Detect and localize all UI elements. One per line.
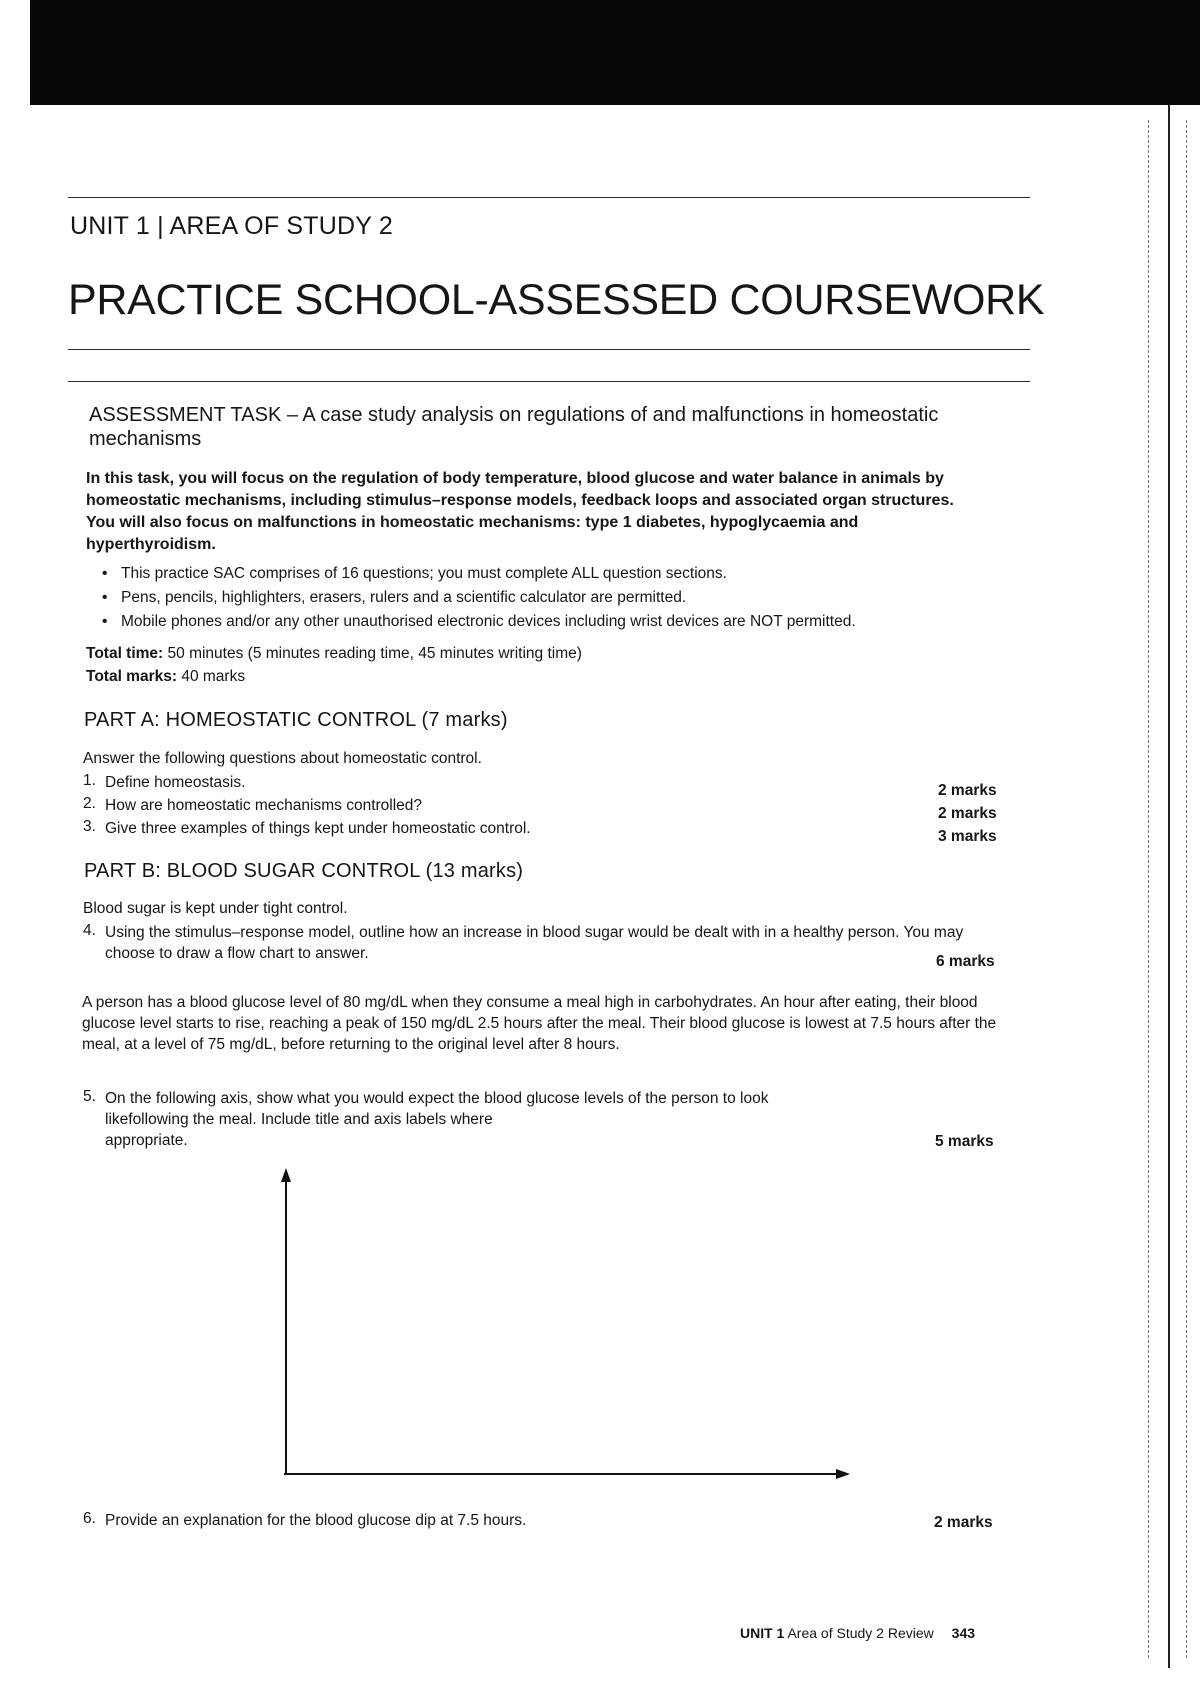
page-edge-line bbox=[1186, 120, 1187, 1658]
question-number: 5. bbox=[83, 1088, 96, 1105]
question-text: Give three examples of things kept under homeostatic control. bbox=[105, 820, 531, 837]
x-axis-arrowhead bbox=[836, 1469, 850, 1479]
page-edge-line bbox=[1168, 105, 1170, 1668]
question-number: 3. bbox=[83, 818, 96, 835]
question-text: appropriate. bbox=[105, 1132, 188, 1149]
footer-section: Area of Study 2 Review bbox=[787, 1625, 934, 1641]
question-text: On the following axis, show what you would expect the blood glucose levels of the person to look bbox=[105, 1090, 769, 1107]
question-5-marks: 5 marks bbox=[935, 1133, 994, 1150]
question-3-marks: 3 marks bbox=[938, 828, 997, 845]
question-text: Provide an explanation for the blood glucose dip at 7.5 hours. bbox=[105, 1512, 527, 1529]
answer-axes bbox=[270, 1168, 870, 1498]
section-rule bbox=[68, 381, 1030, 382]
question-number: 4. bbox=[83, 922, 96, 939]
page-edge-line bbox=[1148, 120, 1149, 1658]
question-1-marks: 2 marks bbox=[938, 782, 997, 799]
total-time bbox=[86, 645, 582, 663]
total-time-value: 50 minutes (5 minutes reading time, 45 minutes writing time) bbox=[167, 645, 582, 662]
task-heading: ASSESSMENT TASK – A case study analysis on regulations of and malfunctions in homeostatic mechanisms bbox=[89, 404, 939, 450]
task-rules-list bbox=[100, 562, 1000, 634]
question-number: 1. bbox=[83, 772, 96, 789]
page-number: 343 bbox=[951, 1625, 976, 1641]
question-text: Using the stimulus–response model, outline how an increase in blood sugar would be dealt with in a healthy person. You may choose to draw a flow chart to answer. bbox=[105, 924, 964, 962]
question-6-marks: 2 marks bbox=[934, 1514, 993, 1531]
total-marks-value: 40 marks bbox=[181, 668, 246, 685]
total-marks-label: Total marks: bbox=[86, 668, 178, 685]
list-item: • Pens, pencils, highlighters, erasers, rulers and a scientific calculator are permitted. bbox=[100, 586, 1000, 610]
scan-top-band bbox=[30, 0, 1200, 105]
page-title: PRACTICE SCHOOL-ASSESSED COURSEWORK bbox=[68, 276, 1045, 324]
y-axis-arrowhead bbox=[281, 1168, 291, 1182]
task-intro: In this task, you will focus on the regulation of body temperature, blood glucose and water balance in animals by homeostatic mechanisms, including stimulus–response models, feedback loops and associated organ structures. You will also focus on malfunctions in homeostatic mechanisms: type 1 diabetes, hypoglycaemia and hyperthyroidism. bbox=[86, 470, 954, 553]
question-text: Define homeostasis. bbox=[105, 774, 246, 791]
list-item: • Mobile phones and/or any other unauthorised electronic devices including wrist devices are NOT permitted. bbox=[100, 610, 1000, 634]
title-rule bbox=[68, 349, 1030, 350]
header-rule bbox=[68, 197, 1030, 198]
total-marks bbox=[86, 668, 245, 686]
unit-label: UNIT 1 | AREA OF STUDY 2 bbox=[70, 212, 393, 240]
question-4-marks: 6 marks bbox=[936, 953, 995, 970]
question-number: 2. bbox=[83, 795, 96, 812]
list-item: • This practice SAC comprises of 16 questions; you must complete ALL question sections. bbox=[100, 562, 1000, 586]
question-2-marks: 2 marks bbox=[938, 805, 997, 822]
footer-unit: UNIT 1 bbox=[740, 1625, 785, 1641]
part-b-heading: PART B: BLOOD SUGAR CONTROL (13 marks) bbox=[84, 860, 524, 882]
part-a-heading: PART A: HOMEOSTATIC CONTROL (7 marks) bbox=[84, 709, 508, 731]
part-a-instruction: Answer the following questions about homeostatic control. bbox=[83, 750, 482, 767]
question-number: 6. bbox=[83, 1510, 96, 1527]
question-text: How are homeostatic mechanisms controlled? bbox=[105, 797, 423, 814]
total-time-label: Total time: bbox=[86, 645, 164, 662]
scenario-paragraph: A person has a blood glucose level of 80 mg/dL when they consume a meal high in carbohydrates. An hour after eating, their blood glucose level starts to rise, reaching a peak of 150 mg/dL 2.5 hours after the meal. Their blood glucose is lowest at 7.5 hours after the meal, at a level of 75 mg/dL, before returning to the original level after 8 hours. bbox=[82, 994, 997, 1053]
question-text: likefollowing the meal. Include title and axis labels where bbox=[105, 1111, 493, 1128]
page-footer bbox=[740, 1625, 975, 1641]
part-b-instruction: Blood sugar is kept under tight control. bbox=[83, 900, 348, 917]
